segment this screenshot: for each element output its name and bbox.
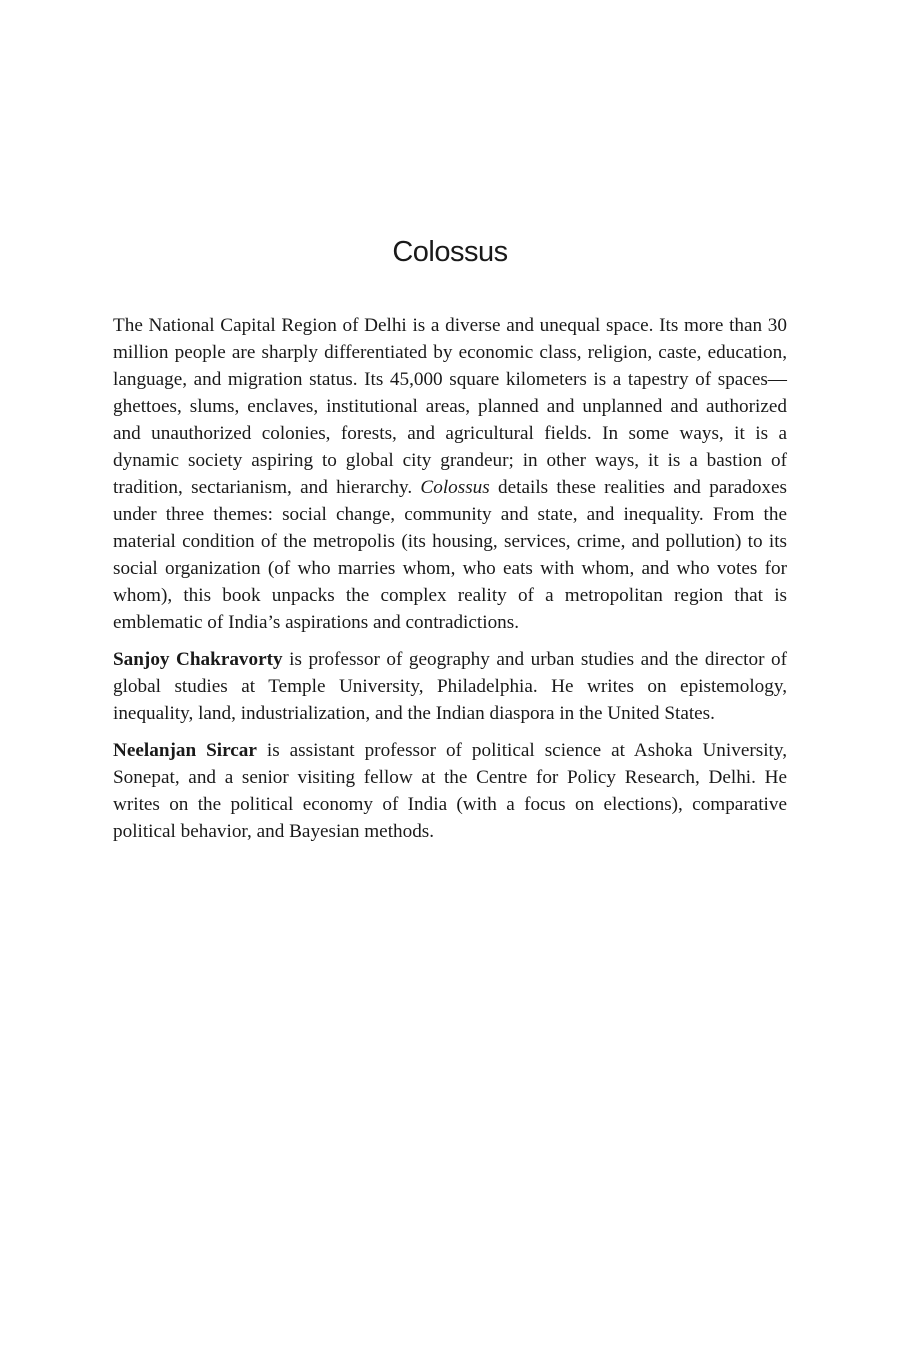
page-body: [113, 312, 787, 855]
author-name: Sanjoy Chakravorty: [113, 649, 283, 670]
author-name: Neelanjan Sircar: [113, 740, 257, 761]
author-bio-chakravorty: [113, 646, 787, 727]
description-text-part1: The National Capital Region of Delhi is a diverse and unequal space. Its more than 30 million people are sharply differentiated by economic class, religion, caste, education, language, and migration status. Its 45,000 square kilometers is a tapestry of spaces—ghettoes, slums, enclaves, institutional areas, planned and unplanned and authorized and unauthorized colonies, forests, and agricultural fields. In some ways, it is a dynamic society aspiring to global city grandeur; in other ways, it is a bastion of tradition, sectarianism, and hierarchy.: [113, 315, 787, 498]
book-description: [113, 312, 787, 636]
author-bio-text: is assistant professor of political science at Ashoka University, Sonepat, and a senior visiting fellow at the Centre for Policy Research, Delhi. He writes on the political economy of India (with a focus on elections), comparative political behavior, and Bayesian methods.: [113, 740, 787, 842]
author-bio-text: is professor of geography and urban studies and the director of global studies at Temple University, Philadelphia. He writes on epistemology, inequality, land, industrialization, and the Indian diaspora in the United States.: [113, 649, 787, 724]
page-title: Colossus: [392, 236, 508, 268]
book-title-italic: Colossus: [420, 477, 490, 498]
description-text-part2: details these realities and paradoxes under three themes: social change, community and state, and inequality. From the material condition of the metropolis (its housing, services, crime, and pollution) to its social organization (of who marries whom, who eats with whom, and who votes for whom), this book unpacks the complex reality of a metropolitan region that is emblematic of India’s aspirations and contradictions.: [113, 477, 787, 633]
author-bio-sircar: [113, 737, 787, 845]
